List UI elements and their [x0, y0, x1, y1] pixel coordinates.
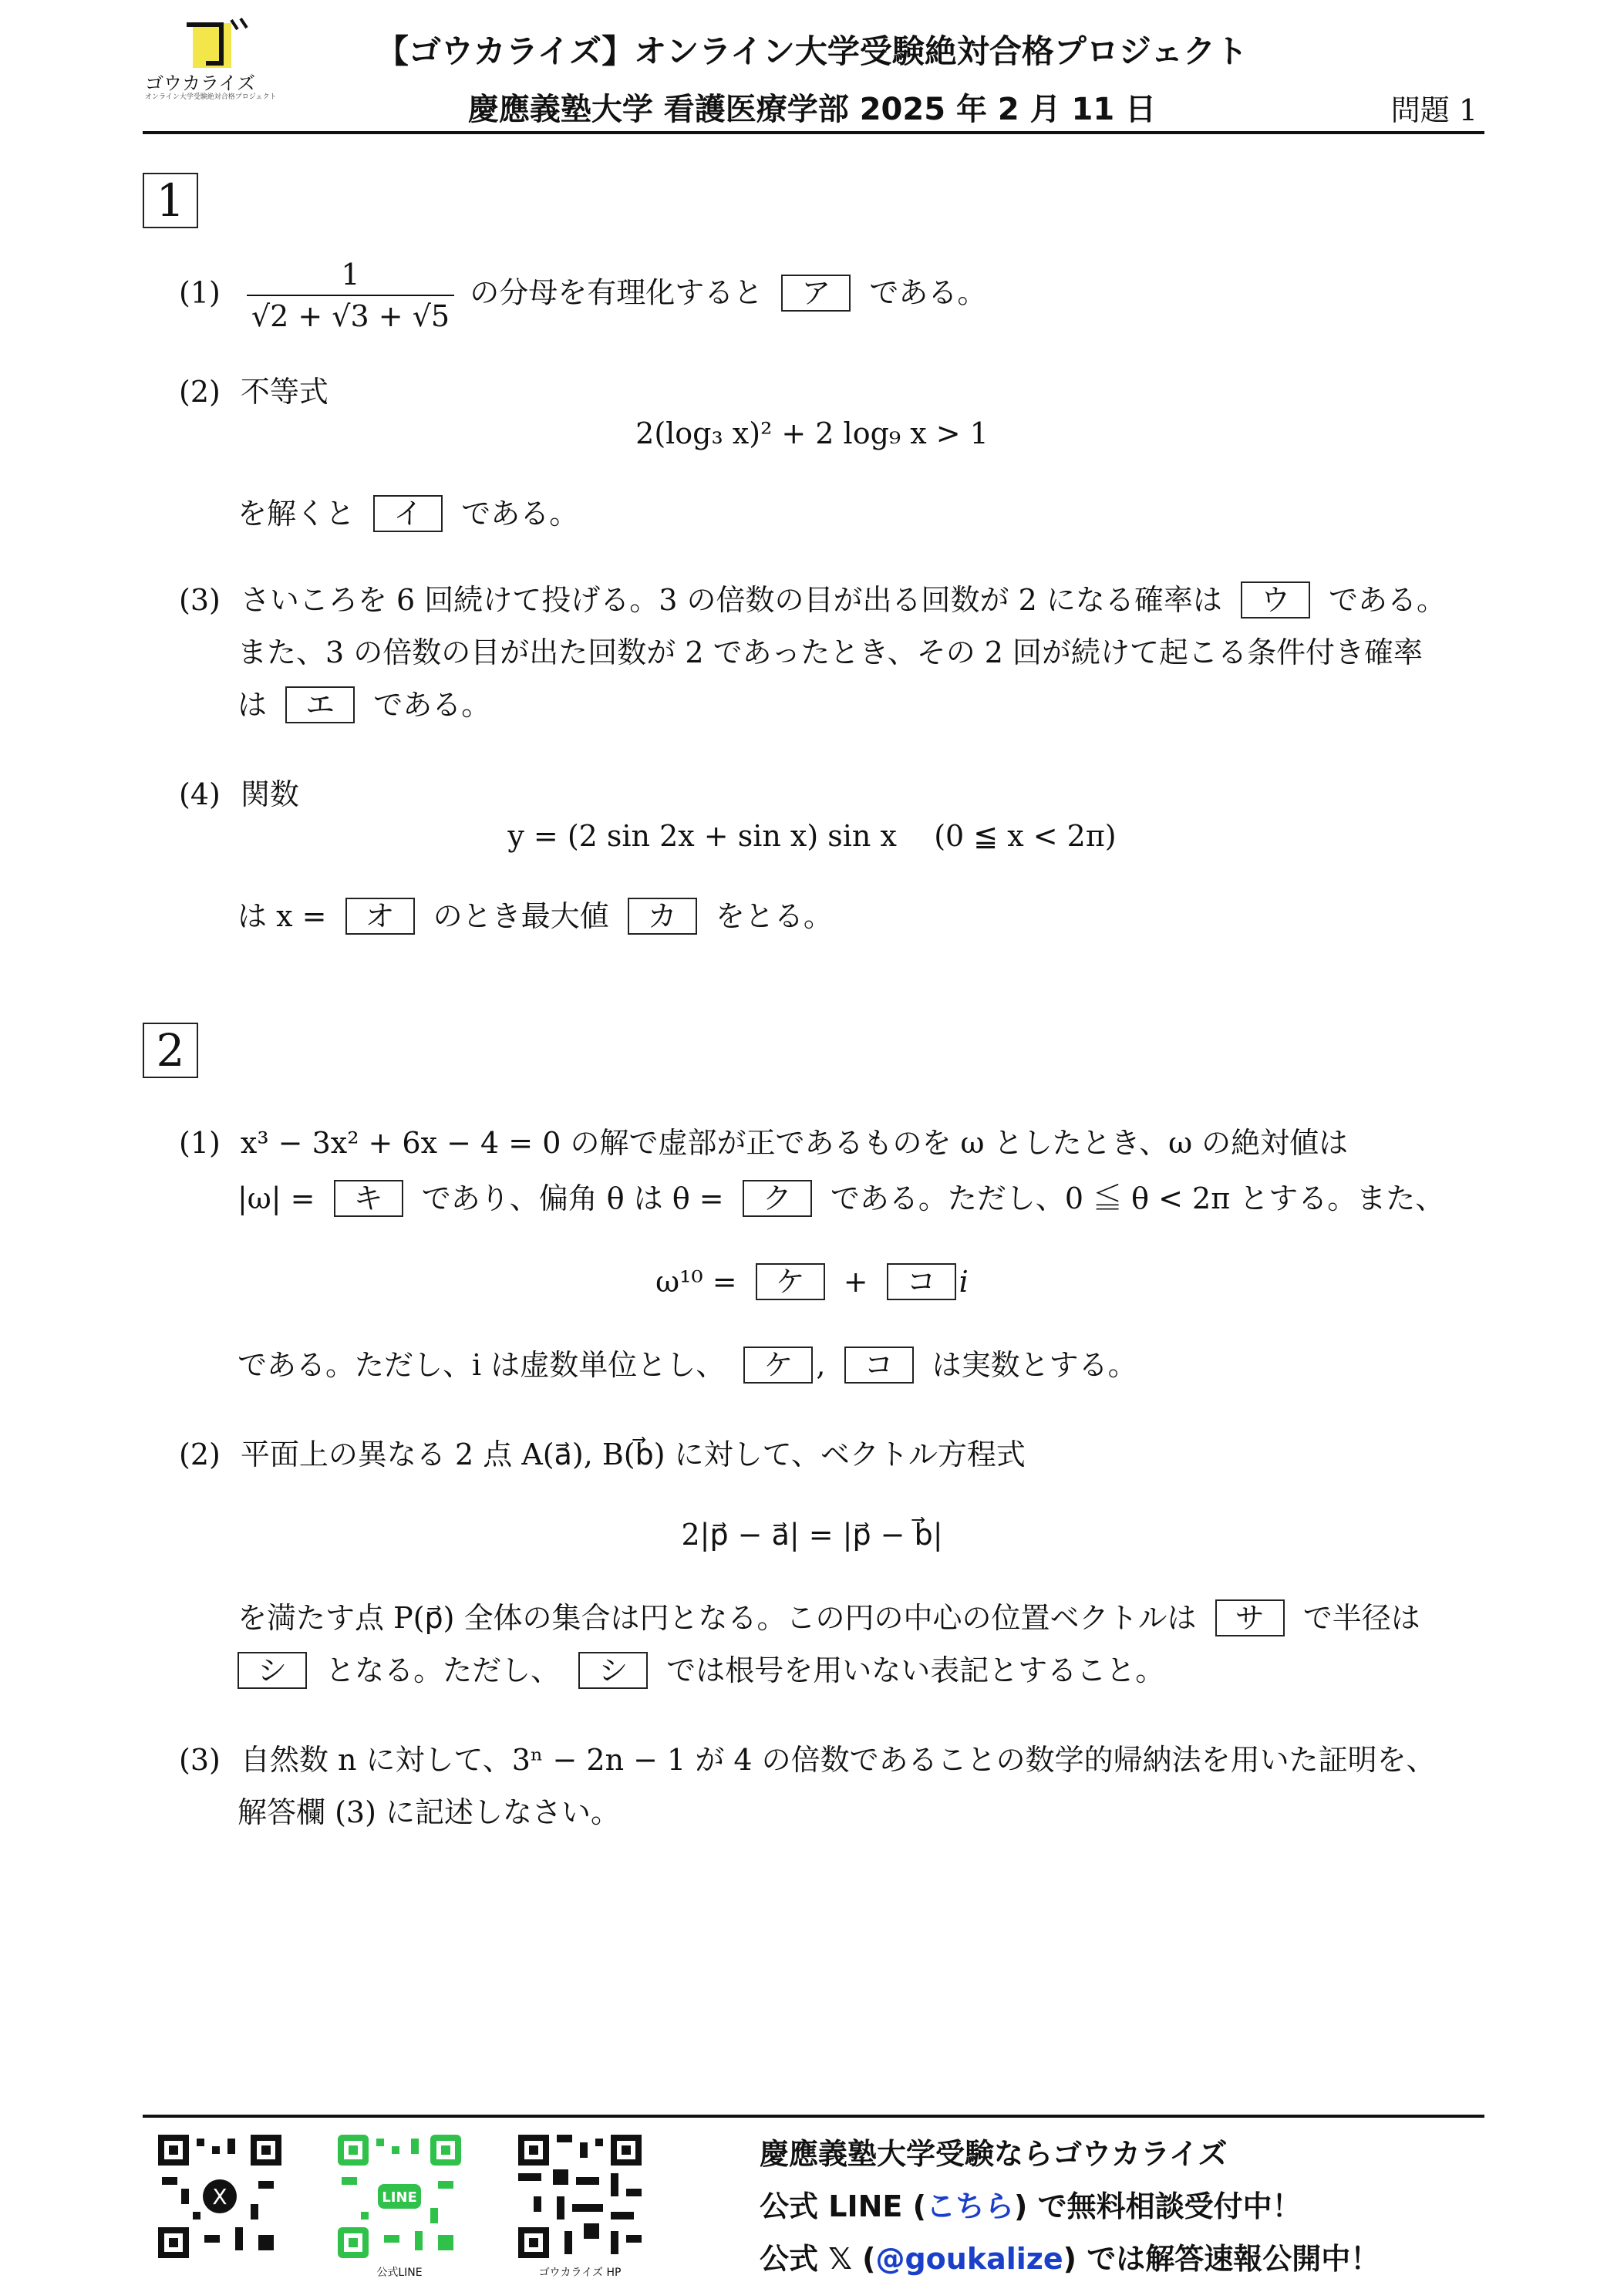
p2-q2-line3 [238, 1598, 1420, 1638]
p2-q1-text1: x³ − 3x² + 6x − 4 = 0 の解で虚部が正であるものを ω としたとき、ω の絶対値は [240, 1126, 1349, 1160]
answer-box-ke: ケ [756, 1263, 825, 1300]
p1-q4-intro [179, 774, 299, 814]
p2-q2-line1 [179, 1434, 1026, 1475]
answer-box-ki: キ [334, 1180, 403, 1217]
answer-box-ko: コ [887, 1263, 956, 1300]
comma: , [816, 1348, 826, 1382]
p1-q3-line3 [238, 685, 490, 725]
p2-q1-label: (1) [179, 1126, 221, 1160]
omega-power: ω¹⁰ = [655, 1265, 737, 1299]
answer-box-ka: カ [628, 898, 697, 935]
footer-line3-tail: ) では解答速報公開中！ [1063, 2242, 1380, 2276]
qr-line[interactable] [338, 2135, 461, 2280]
logo-subtitle: オンライン大学受験絶対合格プロジェクト [145, 93, 277, 101]
p1-q1-tail: である。 [869, 275, 987, 310]
p2-q1-line1 [179, 1123, 1348, 1163]
p1-q1 [179, 254, 986, 336]
p2-q1-tail4: は実数とする。 [932, 1348, 1137, 1382]
qr-line-caption: 公式LINE [376, 2267, 423, 2279]
footer-line3 [760, 2235, 1380, 2277]
answer-box-a: ア [781, 275, 851, 312]
p1-q3-text1: さいころを 6 回続けて投げる。3 の倍数の目が出る回数が 2 になる確率は [240, 583, 1222, 617]
p1-q1-fraction [247, 254, 454, 336]
p1-q2-answer [238, 494, 578, 534]
p2-q3-label: (3) [179, 1743, 221, 1777]
header-divider [143, 131, 1484, 134]
p2-q2-label: (2) [179, 1438, 221, 1471]
p2-q2-tail3: で半径は [1302, 1601, 1420, 1635]
p1-q4-label: (4) [179, 777, 221, 811]
hp-qr-code-icon [518, 2135, 642, 2258]
p1-q2-pre: を解くと [238, 497, 355, 531]
qr-hp[interactable] [518, 2135, 642, 2280]
p1-q2-label: (2) [179, 375, 221, 409]
p2-q2-formula: 2|p⃗ − a⃗| = |p⃗ − b⃗| [681, 1518, 943, 1552]
answer-box-ke-2: ケ [743, 1347, 813, 1384]
p2-q3-line1 [179, 1740, 1436, 1780]
p2-q2-tail4: では根号を用いない表記とすること。 [666, 1653, 1165, 1687]
answer-box-sa: サ [1215, 1599, 1285, 1636]
p2-q1-mid2: であり、偏角 θ は θ = [421, 1181, 724, 1215]
p2-q2-text1: 平面上の異なる 2 点 A(a⃗), B(b⃗) に対して、ベクトル方程式 [240, 1438, 1026, 1471]
answer-box-ko-2: コ [844, 1347, 914, 1384]
page-label: 問題 1 [1390, 93, 1477, 127]
p1-q4-answer [238, 896, 833, 936]
p2-q2-mid4: となる。ただし、 [325, 1653, 561, 1687]
p1-q3-pre3: は [238, 688, 268, 722]
x-account-link[interactable]: @goukalize [875, 2242, 1063, 2276]
p2-q1-tail2: である。ただし、0 ≦ θ < 2π とする。また、 [830, 1181, 1445, 1215]
header-title: 【ゴウカライズ】オンライン大学受験絶対合格プロジェクト [376, 32, 1248, 70]
p2-q1-line2 [238, 1178, 1444, 1218]
answer-box-ku: ク [743, 1180, 812, 1217]
imaginary-unit: i [959, 1265, 969, 1299]
footer-line2-tail: ) で無料相談受付中！ [1013, 2189, 1302, 2223]
p2-q1-line4 [238, 1345, 1137, 1385]
p1-q3-tail3: である。 [373, 688, 491, 722]
answer-box-shi: シ [238, 1652, 307, 1689]
footer-line3-pre: 公式 𝕏 ( [760, 2242, 876, 2276]
p2-q3-line2: 解答欄 (3) に記述しなさい。 [238, 1795, 620, 1829]
logo-text: ゴウカライズ [145, 72, 256, 94]
p1-q2-intro [179, 372, 329, 412]
p2-q1-pre4: である。ただし、i は虚数単位とし、 [238, 1348, 726, 1382]
plus-sign: + [843, 1265, 868, 1299]
p1-q4-mid: のとき最大値 [433, 899, 609, 933]
footer-divider [143, 2115, 1484, 2118]
line-link[interactable]: こちら [925, 2189, 1014, 2223]
footer-line1: 慶應義塾大学受験ならゴウカライズ [760, 2137, 1228, 2171]
footer-line2-pre: 公式 LINE ( [760, 2189, 926, 2223]
p2-q2-line4 [238, 1650, 1164, 1690]
p1-q3-tail1: である。 [1329, 583, 1447, 617]
answer-box-o: オ [345, 898, 415, 935]
p1-q2-formula: 2(log₃ x)² + 2 log₉ x > 1 [635, 416, 989, 450]
svg-text:LINE: LINE [382, 2189, 417, 2206]
footer-line2 [760, 2182, 1302, 2225]
line-qr-code-icon [338, 2135, 461, 2258]
p2-q1-formula [0, 1262, 1624, 1302]
p1-q2-intro-text: 不等式 [240, 375, 329, 409]
svg-text:X: X [212, 2184, 227, 2209]
fraction-numerator: 1 [247, 254, 454, 296]
p1-q3-line1 [179, 580, 1446, 620]
problem-2-number: 2 [143, 1023, 198, 1078]
answer-box-shi-2: シ [578, 1652, 648, 1689]
fraction-denominator: √2 + √3 + √5 [251, 299, 450, 333]
answer-box-i: イ [373, 495, 443, 532]
p1-q3-line2: また、3 の倍数の目が出た回数が 2 であったとき、その 2 回が続けて起こる条件付き確率 [238, 635, 1424, 669]
answer-box-e: エ [285, 686, 355, 723]
qr-code-icon [158, 2135, 281, 2258]
p2-q3-text1: 自然数 n に対して、3ⁿ − 2n − 1 が 4 の倍数であることの数学的帰納法を用いた証明を、 [240, 1743, 1436, 1777]
p1-q2-tail: である。 [461, 497, 579, 531]
p1-q3-label: (3) [179, 583, 221, 617]
qr-hp-caption: ゴウカライズ HP [538, 2267, 622, 2279]
p1-q4-intro-text: 関数 [240, 777, 299, 811]
answer-box-u: ウ [1241, 581, 1310, 619]
qr-x[interactable] [158, 2135, 281, 2261]
p1-q4-pre: は x = [238, 899, 327, 933]
p1-q4-formula: y = (2 sin 2x + sin x) sin x (0 ≦ x < 2π) [507, 819, 1117, 853]
problem-1-number: 1 [143, 173, 198, 228]
p1-q1-text: の分母を有理化すると [470, 275, 763, 310]
p1-q4-tail: をとる。 [715, 899, 833, 933]
p2-q2-pre3: を満たす点 P(p⃗) 全体の集合は円となる。この円の中心の位置ベクトルは [238, 1601, 1197, 1635]
p2-q1-pre2: |ω| = [238, 1181, 315, 1215]
exam-title: 慶應義塾大学 看護医療学部 2025 年 2 月 11 日 [467, 92, 1157, 127]
p1-q1-label: (1) [179, 275, 221, 310]
